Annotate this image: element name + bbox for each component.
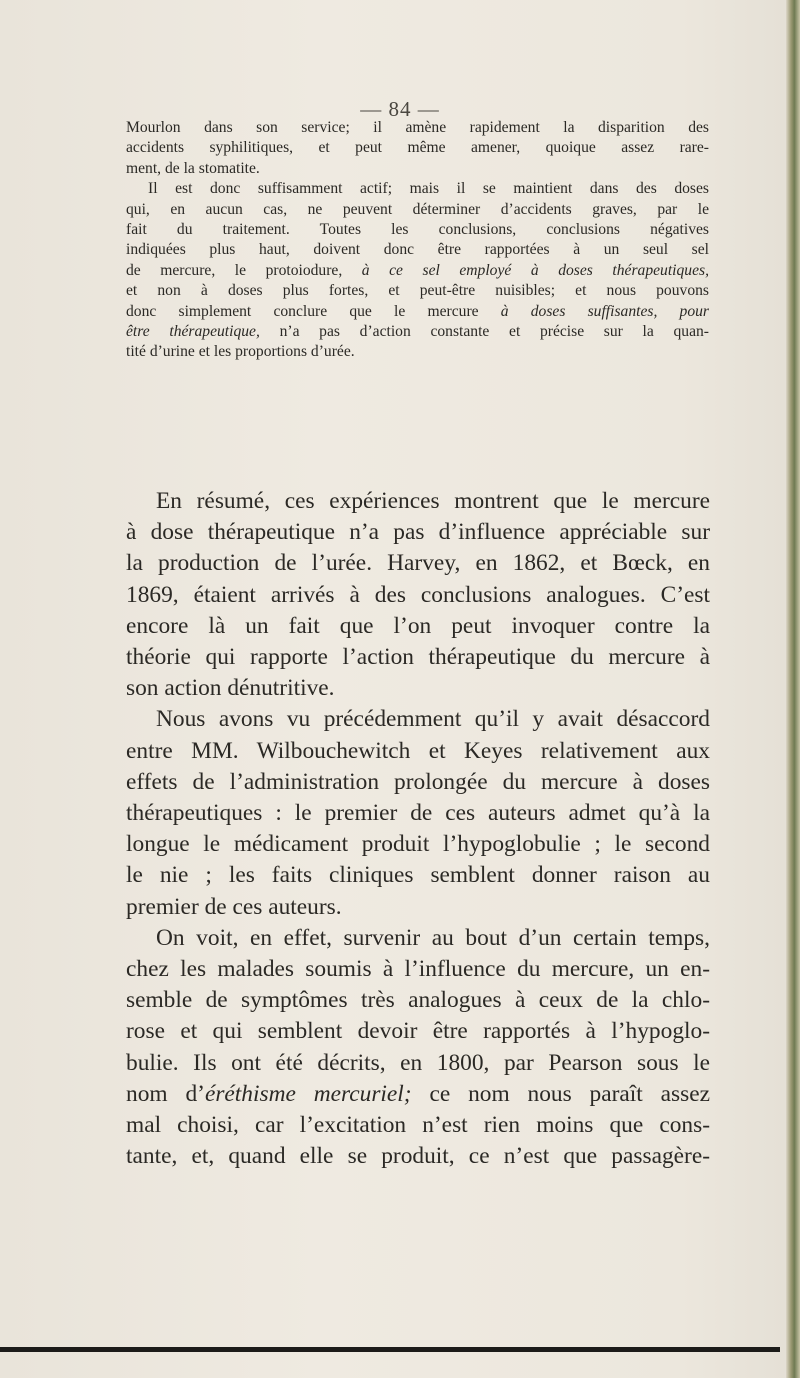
text-line: le nie ; les faits cliniques semblent donner raison au [126, 862, 710, 889]
large-paragraph-2 [126, 704, 710, 922]
text-line: chez les malades soumis à l’influence du mercure, un en- [126, 956, 710, 983]
page-edge [786, 0, 800, 1378]
text-span: de mercure, le protoiodure, [126, 261, 343, 279]
text-line [126, 1079, 710, 1110]
text-line [126, 322, 709, 342]
text-line: 1869, étaient arrivés à des conclusions analogues. C’est [126, 581, 710, 608]
text-line: entre MM. Wilbouchewitch et Keyes relativement aux [126, 737, 710, 764]
italic-phrase: à doses suffisantes, pour [500, 302, 709, 320]
text-line: la production de l’urée. Harvey, en 1862, et Bœck, en [126, 550, 710, 577]
text-line: On voit, en effet, survenir au bout d’un certain temps, [156, 924, 710, 951]
text-line: accidents syphilitiques, et peut même amener, quoique assez rare- [126, 139, 709, 157]
text-line: ment, de la stomatite. [126, 159, 260, 177]
italic-term: éréthisme mercuriel; [204, 1080, 412, 1107]
text-span: ce nom nous paraît assez [429, 1080, 711, 1107]
small-paragraph-2 [126, 179, 709, 363]
text-line: tité d’urine et les proportions d’urée. [126, 343, 355, 361]
small-paragraph-1 [126, 118, 709, 179]
text-line: qui, en aucun cas, ne peuvent déterminer d’accidents graves, par le [126, 200, 709, 218]
bottom-rule [0, 1347, 780, 1352]
text-span: n’a pas d’action constante et précise sur la quan- [279, 323, 710, 341]
text-line: En résumé, ces expériences montrent que le mercure [156, 488, 710, 514]
text-line: encore là un fait que l’on peut invoquer contre la [126, 612, 710, 639]
text-line [126, 302, 709, 322]
italic-phrase: être thérapeutique, [126, 323, 260, 341]
small-print-section [126, 118, 709, 363]
text-line: effets de l’administration prolongée du mercure à doses [126, 768, 710, 795]
text-line: rose et qui semblent devoir être rapportés à l’hypoglo- [126, 1018, 710, 1045]
text-line: longue le médicament produit l’hypoglobulie ; le second [126, 831, 710, 858]
text-line: fait du traitement. Toutes les conclusions, conclusions négatives [126, 221, 709, 239]
text-span: donc simplement conclure que le mercure [126, 302, 479, 320]
text-line: thérapeutiques : le premier de ces auteurs admet qu’à la [126, 800, 710, 827]
text-line [126, 261, 709, 281]
text-line: Nous avons vu précédemment qu’il y avait désaccord [156, 706, 710, 733]
text-span: nom d’ [126, 1080, 205, 1107]
text-line: à dose thérapeutique n’a pas d’influence appréciable sur [126, 519, 710, 546]
text-line: Il est donc suffisamment actif; mais il se maintient dans des doses [148, 180, 709, 198]
text-line: mal choisi, car l’excitation n’est rien moins que cons- [126, 1112, 710, 1139]
page-number: — 84 — [360, 97, 440, 121]
text-line: Mourlon dans son service; il amène rapidement la disparition des [126, 119, 709, 136]
text-line: semble de symptômes très analogues à ceux de la chlo- [126, 987, 710, 1014]
main-text-section [126, 486, 710, 1172]
large-paragraph-1 [126, 486, 710, 704]
large-paragraph-3 [126, 923, 710, 1173]
text-line: premier de ces auteurs. [126, 893, 342, 920]
text-line: tante, et, quand elle se produit, ce n’est que passagère- [126, 1143, 710, 1170]
text-line: théorie qui rapporte l’action thérapeutique du mercure à [126, 644, 710, 671]
text-line: bulie. Ils ont été décrits, en 1800, par Pearson sous le [126, 1049, 710, 1076]
text-line: son action dénutritive. [126, 675, 335, 702]
italic-phrase: à ce sel employé à doses thérapeutiques, [361, 261, 709, 279]
text-line: indiquées plus haut, doivent donc être rapportées à un seul sel [126, 241, 709, 259]
text-line: et non à doses plus fortes, et peut-être nuisibles; et nous pouvons [126, 282, 709, 300]
